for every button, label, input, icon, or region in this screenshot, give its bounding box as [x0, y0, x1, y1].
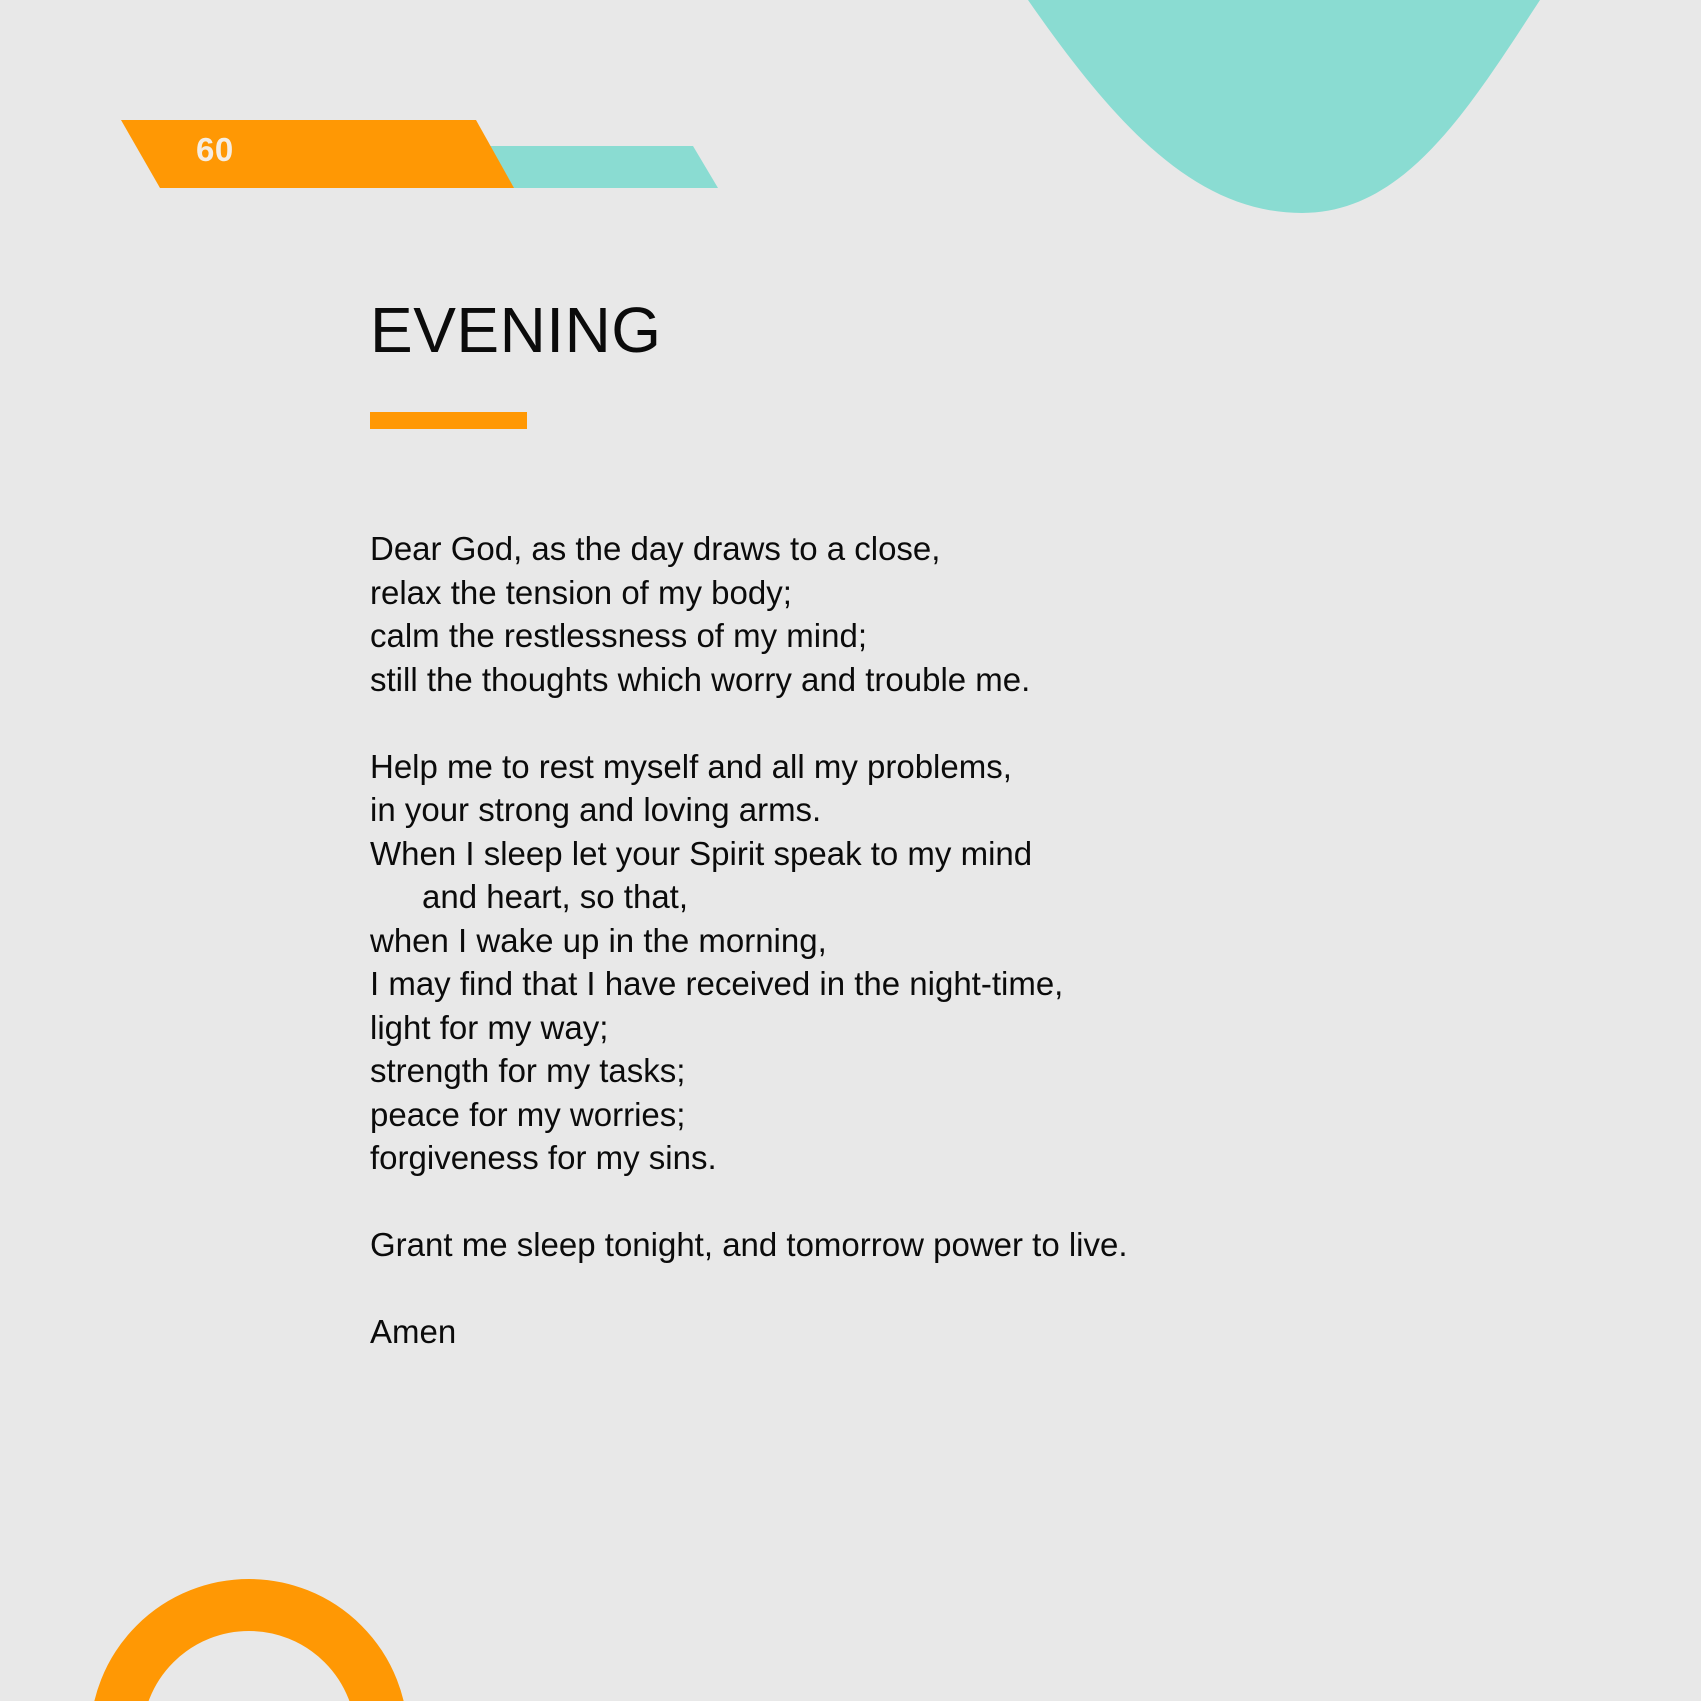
poem-line: calm the restlessness of my mind;	[370, 617, 867, 654]
poem-line: when I wake up in the morning,	[370, 921, 827, 959]
poem-line: strength for my tasks;	[370, 1052, 686, 1089]
orange-ring-arc	[116, 1605, 382, 1701]
poem-line: I may find that I have received in the night-time,	[370, 965, 1064, 1002]
poem-line: still the thoughts which worry and trouble me.	[370, 660, 1031, 698]
poem-line: Help me to rest myself and all my problems,	[370, 747, 1012, 785]
poem-line-indented: and heart, so that,	[422, 878, 689, 915]
header-band-orange	[121, 120, 514, 188]
poem-line: in your strong and loving arms.	[370, 791, 822, 828]
poem-closing: Amen	[370, 1313, 457, 1350]
poem-line: forgiveness for my sins.	[370, 1139, 717, 1176]
title-underline	[370, 412, 527, 429]
page-title: EVENING	[370, 294, 662, 366]
poem-body	[370, 527, 1370, 1354]
poem-line: When I sleep let your Spirit speak to my mind	[370, 834, 1033, 872]
teal-wave-blob	[1028, 0, 1540, 213]
poem-line: Grant me sleep tonight, and tomorrow power to live.	[370, 1226, 1128, 1263]
poem-line: Dear God, as the day draws to a close,	[370, 530, 941, 567]
poem-line: relax the tension of my body;	[370, 573, 792, 611]
poem-line: light for my way;	[370, 1008, 609, 1046]
page-number: 60	[196, 131, 234, 168]
poem-line: peace for my worries;	[370, 1095, 686, 1133]
